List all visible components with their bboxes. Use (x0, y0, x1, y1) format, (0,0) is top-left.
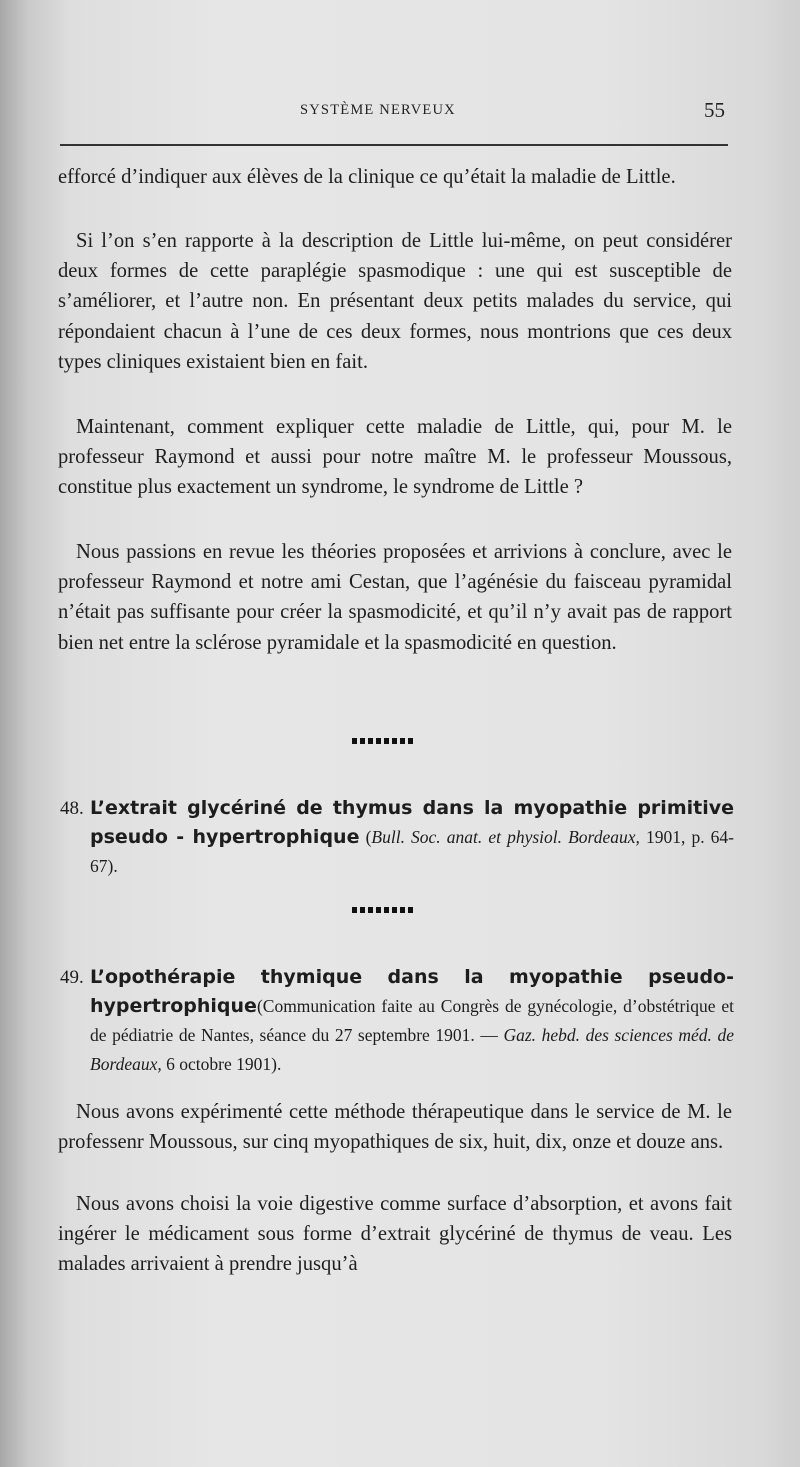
page-number: 55 (704, 98, 725, 122)
entry-number: 49. (60, 967, 84, 988)
bibliography-entry-49 (60, 963, 734, 1079)
section-separator (352, 907, 416, 913)
entry-title: L’extrait glycériné de thymus dans la myopathie primitive pseudo - hypertrophique (90, 797, 734, 848)
page-header (0, 98, 800, 126)
paragraph-2: Si l’on s’en rapporte à la description de Little lui-même, on peut considérer deux formes de cette paraplégie spasmodique : une qui est susceptible de s’améliorer, et l’autre non. En présentant deux petits malades du service, qui répondaient chacun à l’une de ces deux formes, nous montrions que ces deux types cliniques existaient bien en fait. (58, 230, 732, 373)
running-title: SYSTÈME NERVEUX (300, 102, 456, 118)
entry-ref-rest: 6 octobre 1901). (161, 1054, 282, 1074)
section-separator (352, 738, 416, 744)
entry-journal: Bull. Soc. anat. et physiol. Bordeaux, (371, 827, 640, 847)
paragraph-1: efforcé d’indiquer aux élèves de la clinique ce qu’était la maladie de Little. (58, 166, 676, 188)
header-rule (60, 144, 728, 146)
entry-ref-plain: (Communication faite au Congrès de gynécologie, d’obstétrique et de pédiatrie de Nantes, séance du 27 septembre 1901. — (90, 996, 734, 1045)
entry-number: 48. (60, 798, 84, 819)
paragraph-4: Nous passions en revue les théories proposées et arrivions à conclure, avec le professeur Raymond et notre ami Cestan, que l’agénésie du faisceau pyramidal n’était pas suffisante pour créer la spasmodicité, et qu’il n’y avait pas de rapport bien net entre la sclérose pyramidale et la spasmodicité en question. (58, 541, 732, 654)
paragraph-3: Maintenant, comment expliquer cette maladie de Little, qui, pour M. le professeur Raymond et aussi pour notre maître M. le professeur Moussous, constitue plus exactement un syndrome, le syndrome de Little ? (58, 416, 732, 499)
entry-journal: Gaz. hebd. des sciences méd. de Bordeaux, (90, 1025, 734, 1074)
entry-title: L’opothérapie thymique dans la myopathie pseudo-hypertrophique (90, 966, 734, 1017)
entry-body (90, 794, 734, 881)
bibliography-entry-48 (60, 794, 734, 881)
paragraph-5: Nous avons expérimenté cette méthode thérapeutique dans le service de M. le professenr Moussous, sur cinq myopathiques de six, huit, dix, onze et douze ans. (58, 1101, 732, 1154)
entry-ref-open: ( (359, 827, 372, 847)
entry-ref-rest: 1901, p. 64-67). (90, 827, 734, 876)
entry-body (90, 963, 734, 1079)
paragraph-6: Nous avons choisi la voie digestive comme surface d’absorption, et avons fait ingérer le médicament sous forme d’extrait glycériné de thymus de veau. Les malades arrivaient à prendre jusqu’à (58, 1193, 732, 1276)
